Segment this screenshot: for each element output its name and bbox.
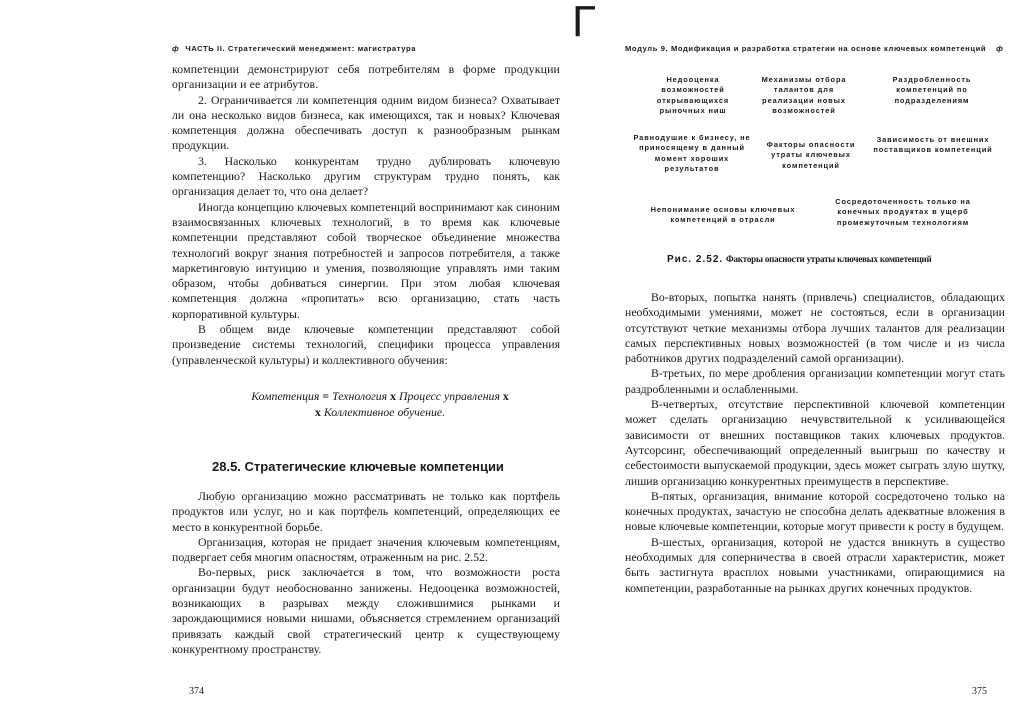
page-number-right: 375 — [972, 686, 987, 697]
formula-term: Технология — [332, 389, 388, 403]
formula: Компетенция = Технология x Процесс управления x x Коллективное обучение. — [251, 389, 509, 419]
figure-caption — [667, 254, 932, 265]
paragraph: В-третьих, по мере дробления организации компетенции могут стать раздробленными и ослабленными. — [625, 366, 1005, 396]
figure-box-dependence: Зависимость от внешних поставщиков компетенций — [873, 135, 993, 155]
figure-box-misunderstanding: Непонимание основы ключевых компетенций в отрасли — [650, 205, 796, 225]
figure-caption-text: Факторы опасности утраты ключевых компетенций — [725, 254, 932, 264]
paragraph: В-шестых, организация, которой не удастся вникнуть в существо необходимых для соперничества в своей отрасли характеристик, может быть застигнута врасплох новыми участниками, опирающимися на компетенции, разработанные на рынках других конечных продуктов. — [625, 534, 1005, 595]
figure-box-fragmentation: Раздробленность компетенций по подразделениям — [892, 75, 972, 105]
paragraph: компетенции демонстрируют себя потребителям в форме продукции организации и ее атрибутов. — [172, 62, 560, 92]
right-body — [625, 290, 1005, 596]
head-glyph-right: ф — [996, 44, 1004, 53]
formula-term: Коллективное обучение. — [323, 405, 446, 419]
paragraph: 3. Насколько конкурентам трудно дублировать ключевую компетенцию? Насколько другим структурам трудно понять, как организация делает то, что она делает? — [172, 153, 560, 199]
figure-box-underestimation: Недооценка возможностей открывающихся рыночных ниш — [656, 75, 730, 116]
left-body-bottom — [172, 489, 560, 657]
paragraph: В общем виде ключевые компетенции представляют собой произведение системы технологий, специфики процесса управления (управленческой культуры) и коллективного обучения: — [172, 322, 560, 367]
paragraph: Во-первых, риск заключается в том, что возможности роста организации будут необоснованно занижены. Недооценка возможностей, возникающих в разрывах между сложившимися рынками и зарождающимися новыми нишами, объясняется стремлением организаций привязать каждый свой стратегический центр к существующему конкурентному пространству. — [172, 565, 560, 656]
left-body-top — [172, 62, 560, 368]
paragraph: Иногда концепцию ключевых компетенций воспринимают как синоним взаимосвязанных ключевых технологий, в то время как ключевые компетенции представляют собой творческое объединение множества технологий вокруг знания потребностей и запросов потребителя, а также маркетинговую интуицию и умения, позволяющие управлять ими таким образом, чтобы добиваться синергии. При этом любая ключевая компетенция должна «пропитать» всю организацию, стать часть корпоративной культуры. — [172, 199, 560, 321]
paragraph: В-четвертых, отсутствие перспективной ключевой компетенции может сделать организацию нечувствительной к усиливающейся зависимости от внешних поставщиков таких ключевых продуктов. Аутсорсинг, обеспечивающий определенный выигрыш по качеству и себестоимости выпускаемой продукции, здесь может сыграть злую шутку, лишив организацию конкурентных преимуществ в перспективе. — [625, 397, 1005, 488]
figure-caption-label: Рис. 2.52. — [667, 254, 724, 265]
figure-box-concentration: Сосредоточенность только на конечных продуктах в ущерб промежуточным технологиям — [835, 197, 971, 227]
figure-box-factors: Факторы опасности утраты ключевых компетенций — [766, 140, 856, 170]
right-running-head: Модуль 9. Модификация и разработка стратегии на основе ключевых компетенций ф — [625, 44, 1004, 53]
paragraph: 2. Ограничивается ли компетенция одним видом бизнеса? Охватывает ли она несколько видов бизнеса, как имеющихся, так и новых? Ключевая компетенция должна обеспечивать доступ к разнообразным рынкам продукции. — [172, 92, 560, 153]
formula-term: Компетенция — [251, 389, 320, 403]
section-title: 28.5. Стратегические ключевые компетенции — [212, 459, 504, 474]
paragraph: Любую организацию можно рассматривать не только как портфель продуктов или услуг, но и как портфель компетенций, определяющих ее место в конкурентной борьбе. — [172, 489, 560, 534]
paragraph: Во-вторых, попытка нанять (привлечь) специалистов, обладающих необходимыми умениями, может не состояться, если в организации отсутствуют четкие механизмы отбора лучших талантов для реализации самых перспективных новых возможностей (в том числе и из числа работников других подразделений самой организации). — [625, 290, 1005, 366]
paragraph: В-пятых, организация, внимание которой сосредоточено только на конечных продуктах, зачастую не способна делать адекватные вложения в новые ключевые компетенции, которые могут привести к росту в будущем. — [625, 488, 1005, 534]
paragraph: Организация, которая не придает значения ключевым компетенциям, подвергает себя многим опасностям, отраженным на рис. 2.52. — [172, 534, 560, 565]
spine-mark: Г — [572, 0, 596, 46]
formula-term: Процесс управления — [398, 389, 500, 403]
left-running-head: ф ЧАСТЬ II. Стратегический менеджмент: магистратура — [172, 44, 417, 53]
head-glyph-left: ф — [172, 44, 180, 53]
figure-box-indifference: Равнодушие к бизнесу, не приносящему в данный момент хороших результатов — [633, 133, 751, 174]
page-number-left: 374 — [189, 686, 204, 697]
figure-box-mechanisms: Механизмы отбора талантов для реализации новых возможностей — [761, 75, 847, 116]
